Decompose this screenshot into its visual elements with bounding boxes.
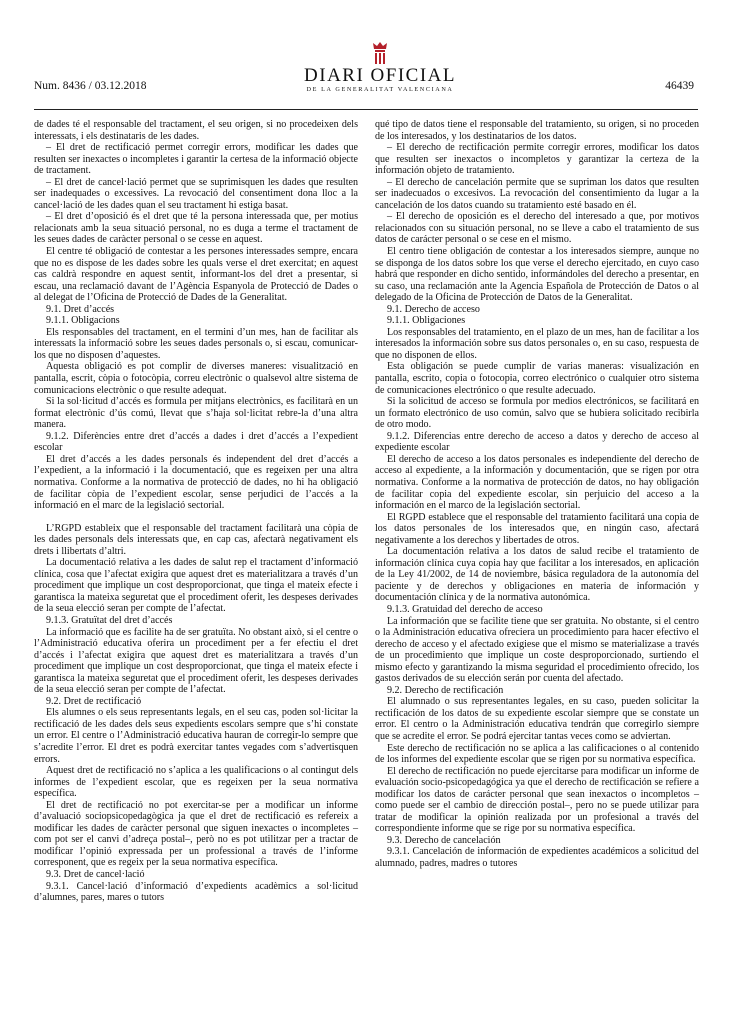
paragraph: Els alumnes o els seus representants legals, en el seu cas, poden sol·licitar la rectificació de les dades dels seus expedients escolars sempre que s’hi constate un error. El centre o l’Administració educativa hauran de corregir-lo sempre que s’acredite l’error. El dret es podrà exercitar tantes vegades com s’advertisquen errors. <box>34 707 358 765</box>
paragraph: La documentación relativa a los datos de salud recibe el tratamiento de información clínica cuya copia hay que facilitar a los interesados, en aplicación de la Ley 41/2002, de 14 de noviembre, básica reguladora de la autonomía del paciente y de derechos y obligaciones en materia de información y documentación clínica y de la normativa autonómica. <box>375 546 699 604</box>
paragraph: qué tipo de datos tiene el responsable del tratamiento, su origen, si no proceden de los interesados, y los destinatarios de los datos. <box>375 119 699 142</box>
page-number: 46439 <box>665 80 694 92</box>
page-header <box>32 40 700 100</box>
paragraph: La información que se facilite tiene que ser gratuita. No obstante, si el centro o la Administración educativa ofreciera un procedimiento para hacer efectivo el derecho de acceso y el afectado exigiese que el mismo se materializase a través de un procedimiento que implique un coste desproporcionado, surtiendo el mismo efecto y garantizando la misma seguridad el procedimiento ofrecido, los gastos derivados de su elección serán por cuenta del afectado. <box>375 615 699 685</box>
paragraph: Este derecho de rectificación no se aplica a las calificaciones o al contenido de los informes del expediente escolar que se rigen por su normativa específica. <box>375 742 699 766</box>
generalitat-emblem-icon <box>369 40 391 66</box>
paragraph: El RGPD establece que el responsable del tratamiento facilitará una copia de los datos personales de los interesados que, en ningún caso, afectará negativamente a los derechos y libertades de otros. <box>375 511 699 546</box>
section-heading: 9.2. Dret de rectificació <box>46 695 142 707</box>
valencian-text-column <box>34 119 358 904</box>
paragraph: El dret de rectificació no pot exercitar-se per a modificar un informe d’avaluació sociopsicopedagògica ja que el dret de rectificació es refereix a modificar les dades de caràcter personal que siguen inexactes o incompletes –com pot ser el canvi d’adreça postal–, però no es pot utilitzar per a tractar de modificar l’opinió expressada per un professional a través de l’informe corresponent, que es regeix per la seua normativa específica. <box>34 799 358 869</box>
journal-title: DIARI OFICIAL <box>304 65 456 86</box>
paragraph: El centre té obligació de contestar a les persones interessades sempre, encara que no es dispose de les dades sobre les quals verse el dret exercitat; en aquest cas caldrà respondre en aquest sentit, informant-los del dret a presentar, si escau, una reclamació davant de l’Agència Espanyola de Protecció de Dades o al delegat de l’Oficina de Protecció de Dades de la Generalitat. <box>34 246 358 304</box>
paragraph: L’RGPD estableix que el responsable del tractament facilitarà una còpia de les dades personals dels interessats que, en cap cas, afectarà negativament els drets i llibertats d’altri. <box>34 522 358 557</box>
section-heading: 9.1.1. Obligaciones <box>387 315 466 327</box>
paragraph: Els responsables del tractament, en el termini d’un mes, han de facilitar als interessats la informació sobre les seues dades personals o, si escau, comunicar-los que no disposen d’aquestes. <box>34 326 358 361</box>
section-heading: 9.1.2. Diferències entre dret d’accés a dades i dret d’accés a l’expedient escolar <box>34 430 358 454</box>
section-heading: 9.1. Dret d’accés <box>46 303 115 315</box>
paragraph: La informació que es facilite ha de ser gratuïta. No obstant això, si el centre o l’Administració educativa oferira un procediment per a fer efectiu el dret d’accés i l’afectat exigira que aquest dret es materialitzara a través d’un procediment que implique un cost desproporcionat, que tinga el mateix efecte i garantisca la mateixa seguretat que el procediment oferit, les despeses derivades de la seua elecció seran per compte de l’afectat. <box>34 626 358 696</box>
paragraph: El derecho de acceso a los datos personales es independiente del derecho de acceso al expediente, a la información y documentación, que se rigen por otra normativa. Conforme a la normativa de protección de datos, no hay obligación de facilitar copia del expediente escolar, sin perjuicio del acceso a la información en el marco de la legislación sectorial. <box>375 453 699 512</box>
paragraph: de dades té el responsable del tractament, el seu origen, si no procedeixen dels interessats, i els destinataris de les dades. <box>34 119 358 142</box>
section-heading: 9.2. Derecho de rectificación <box>387 684 504 696</box>
paragraph: El dret d’accés a les dades personals és independent del dret d’accés a l’expedient, a la informació i la documentació, que es regeixen per una altra normativa. Conforme a la normativa de protecció de dades, no hi ha obligació de facilitar còpia de l’expedient escolar, sense perjudici de l’accés a la informació en el marc de la legislació sectorial. <box>34 453 358 512</box>
paragraph: Si la solicitud de acceso se formula por medios electrónicos, se facilitará en un formato electrónico de uso común, salvo que se hubiera solicitado recibirla de otro modo. <box>375 396 699 431</box>
paragraph: – El dret de rectificació permet corregir errors, modificar les dades que resulten ser inexactes o incompletes i garantir la certesa de la informació objecte de tractament. <box>34 142 358 177</box>
paragraph: – El dret d’oposició és el dret que té la persona interessada que, per motius relacionats amb la seua situació personal, no es duga a terme el tractament de les seues dades de caràcter personal o se cesse en aquest. <box>34 211 358 246</box>
section-heading: 9.1.3. Gratuïtat del dret d’accés <box>46 614 173 626</box>
paragraph: – El dret de cancel·lació permet que se suprimisquen les dades que resulten ser inadequades o excessives. La revocació del consentiment dona lloc a la cancel·lació de les dades quan el seu tractament hi estiga basat. <box>34 176 358 211</box>
journal-subtitle: DE LA GENERALITAT VALENCIANA <box>306 86 454 93</box>
section-heading: 9.3.1. Cancelación de información de expedientes académicos a solicitud del alumnado, padres, madres o tutores <box>375 846 699 869</box>
paragraph: Si la sol·licitud d’accés es formula per mitjans electrònics, es facilitarà en un format electrònic d’ús comú, llevat que s’haja sol·licitat rebre-la d’una altra manera. <box>34 396 358 431</box>
paragraph: – El derecho de cancelación permite que se supriman los datos que resulten ser inadecuados o excesivos. La revocación del consentimiento da lugar a la cancelación de los datos cuando su tratamiento esté basado en él. <box>375 176 699 211</box>
spanish-text-column <box>375 119 699 870</box>
header-divider <box>34 109 698 110</box>
section-heading: 9.1.2. Diferencias entre derecho de acceso a datos y derecho de acceso al expediente escolar <box>375 430 699 454</box>
paragraph: El derecho de rectificación no puede ejercitarse para modificar un informe de evaluación socio-psicopedagógica ya que el derecho de rectificación se refiere a modificar los datos de carácter personal que sean inexactos o incompletos –como puede ser el cambio de dirección postal–, pero no se puede utilizar para tratar de modificar la opinión realizada por un profesional a través del correspondiente informe que se rige por su normativa específica. <box>375 765 699 835</box>
section-heading: 9.1.3. Gratuidad del derecho de acceso <box>387 603 543 615</box>
section-heading: 9.3. Dret de cancel·lació <box>46 869 145 880</box>
paragraph: – El derecho de rectificación permite corregir errores, modificar los datos que resulten ser inexactos o incompletos y garantizar la certeza de la información objeto de tratamiento. <box>375 142 699 177</box>
paragraph: Aquesta obligació es pot complir de diverses maneres: visualització en pantalla, escrit, còpia o fotocòpia, correu electrònic o qualsevol altre sistema de comunicacions electrònic o que resulte adequat. <box>34 361 358 396</box>
journal-masthead <box>300 40 460 100</box>
paragraph: El centro tiene obligación de contestar a los interesados siempre, aunque no se disponga de los datos sobre los que verse el derecho ejercitado, en cuyo caso habrá que responder en dicho sentido, informándoles del derecho a presentar, en su caso, una reclamación ante la Agencia Española de Protección de Datos o al delegado de la Oficina de Protección de Datos de la Generalitat. <box>375 246 699 304</box>
section-heading: 9.3.1. Cancel·lació d’informació d’expedients acadèmics a sol·licitud d’alumnes, pares, mares o tutors <box>34 880 358 904</box>
paragraph: Aquest dret de rectificació no s’aplica a les qualificacions o al contingut dels informes de l’expedient escolar, que es regeixen per la seua normativa específica. <box>34 765 358 800</box>
section-heading: 9.3. Derecho de cancelación <box>387 834 501 846</box>
paragraph: Los responsables del tratamiento, en el plazo de un mes, han de facilitar a los interesados la información sobre sus datos personales o, en su caso, respuesta de que no disponen de ellos. <box>375 326 699 361</box>
section-heading: 9.1. Derecho de acceso <box>387 303 480 315</box>
paragraph: Esta obligación se puede cumplir de varias maneras: visualización en pantalla, escrito, copia o fotocopia, correo electrónico o cualquier otro sistema de comunicaciones electrónico o que resulte adecuado. <box>375 361 699 396</box>
paragraph: – El derecho de oposición es el derecho del interesado a que, por motivos relacionados con su situación personal, no se lleve a cabo el tratamiento de sus datos de carácter personal o se cese en el mismo. <box>375 211 699 246</box>
paragraph: El alumnado o sus representantes legales, en su caso, pueden solicitar la rectificación de los datos de su expediente escolar siempre que se constate un error. El centro o la Administración educativa tendrán que corregirlo siempre que se acredite el error. Se podrá ejercitar tantas veces como se adviertan. <box>375 696 699 742</box>
issue-number-date: Num. 8436 / 03.12.2018 <box>34 80 147 92</box>
paragraph: La documentació relativa a les dades de salut rep el tractament d’informació clínica, cosa que l’afectat exigira que aquest dret es materialitzara a través d’un procediment que implique un cost desproporcionat, que tinga el mateix efecte i garantisca la mateixa seguretat que el procediment oferit, les despeses derivades de la seua elecció seran per compte de l’afectat. <box>34 557 358 615</box>
section-heading: 9.1.1. Obligacions <box>46 315 120 327</box>
